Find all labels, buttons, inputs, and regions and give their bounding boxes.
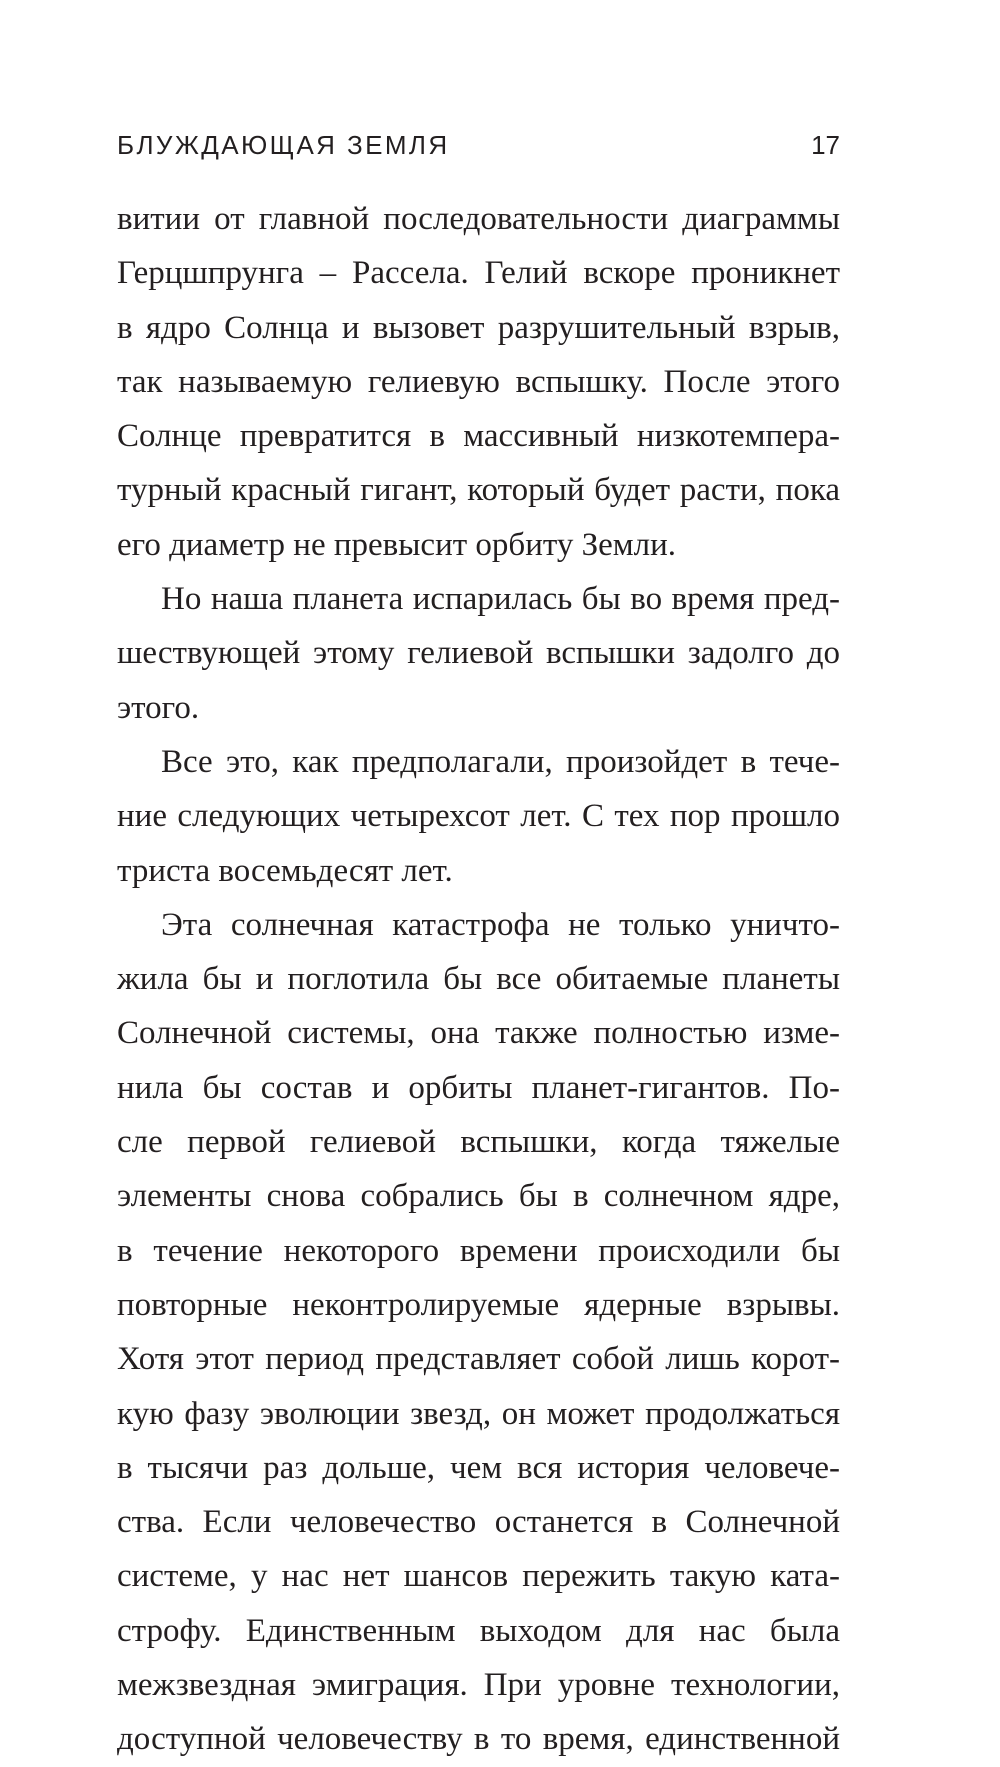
paragraph xyxy=(117,735,840,898)
text-line: межзвездная эмиграция. При уровне технологии, xyxy=(117,1667,840,1704)
page-number: 17 xyxy=(811,130,840,160)
text-line: в течение некоторого времени происходили бы xyxy=(117,1232,840,1269)
text-line: в тысячи раз дольше, чем вся история человече- xyxy=(117,1449,840,1486)
text-line: триста восемьдесят лет. xyxy=(117,852,453,889)
text-line: строфу. Единственным выходом для нас была xyxy=(117,1612,840,1649)
text-line: витии от главной последовательности диаграммы xyxy=(117,201,840,237)
paragraph xyxy=(117,192,840,572)
paragraph xyxy=(117,572,840,735)
text-line: нила бы состав и орбиты планет-гигантов. По- xyxy=(117,1069,840,1106)
text-line: ние следующих четырехсот лет. С тех пор прошло xyxy=(117,798,840,835)
text-line: сле первой гелиевой вспышки, когда тяжелые xyxy=(117,1124,840,1161)
text-line: доступной человечеству в то время, единственной xyxy=(117,1721,840,1758)
text-line: элементы снова собрались бы в солнечном ядре, xyxy=(117,1178,840,1215)
text-line: Все это, как предполагали, произойдет в тече- xyxy=(161,743,840,780)
text-line: Эта солнечная катастрофа не только уничто- xyxy=(161,906,840,943)
text-line: Но наша планета испарилась бы во время пред- xyxy=(161,581,840,618)
text-line: повторные неконтролируемые ядерные взрывы. xyxy=(117,1286,840,1323)
text-line: Хотя этот период представляет собой лишь корот- xyxy=(117,1341,840,1378)
body-text xyxy=(117,192,840,1767)
text-line: его диаметр не превысит орбиту Земли. xyxy=(117,526,677,563)
text-line: этого. xyxy=(117,689,200,726)
text-line: ства. Если человечество останется в Солнечной xyxy=(117,1504,840,1541)
text-line: Герцшпрунга – Рассела. Гелий вскоре проникнет xyxy=(117,255,840,292)
text-line: шествующей этому гелиевой вспышки задолго до xyxy=(117,635,840,672)
text-line: Солнце превратится в массивный низкотемпера- xyxy=(117,418,840,455)
text-line: так называемую гелиевую вспышку. После этого xyxy=(117,363,840,400)
text-line: кую фазу эволюции звезд, он может продолжаться xyxy=(117,1395,840,1432)
text-line: жила бы и поглотила бы все обитаемые планеты xyxy=(117,961,840,998)
text-line: Солнечной системы, она также полностью изме- xyxy=(117,1015,840,1052)
running-head-title: БЛУЖДАЮЩАЯ ЗЕМЛЯ xyxy=(117,130,450,160)
paragraph xyxy=(117,898,840,1767)
text-line: системе, у нас нет шансов пережить такую ката- xyxy=(117,1558,840,1595)
text-line: турный красный гигант, который будет расти, пока xyxy=(117,472,840,509)
text-line: в ядро Солнца и вызовет разрушительный взрыв, xyxy=(117,309,840,346)
